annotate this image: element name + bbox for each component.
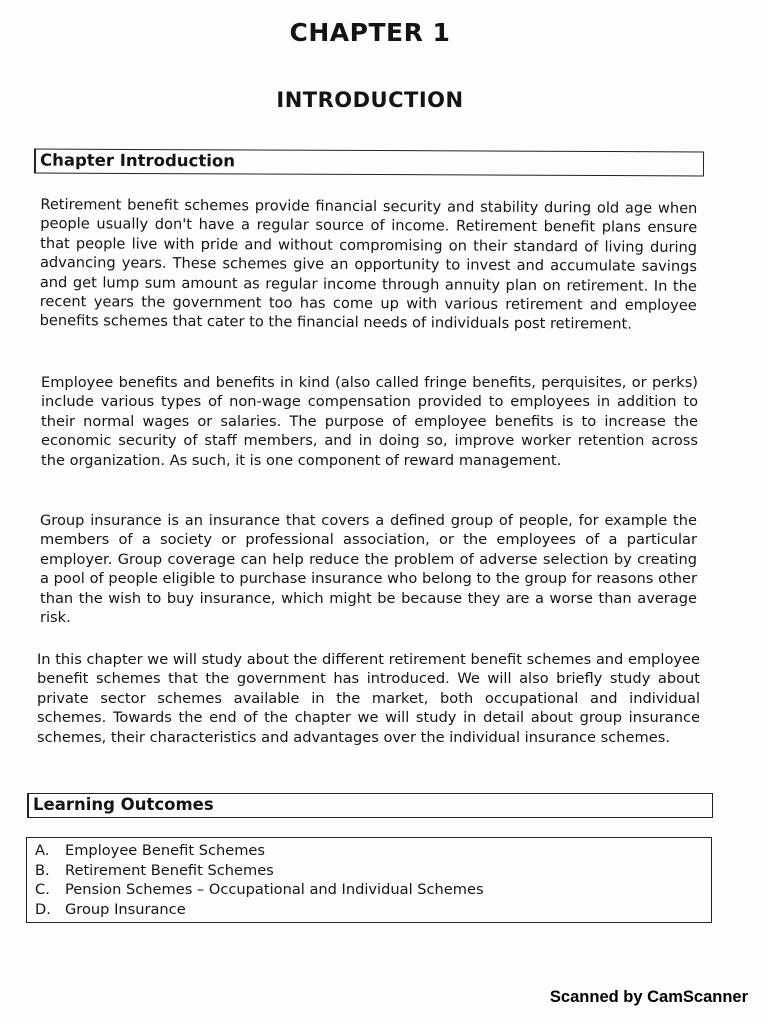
learning-outcomes-list [26, 837, 712, 923]
intro-paragraph-chapter-overview: In this chapter we will study about the different retirement benefit schemes and employee benefit schemes that the government has introduced. We will also briefly study about private sector schemes available in the market, both occupational and individual schemes. Towards the end of the chapter we will study in detail about group insurance schemes, their characteristics and advantages over the individual insurance schemes. [37, 651, 700, 746]
list-item [35, 900, 711, 920]
chapter-label: CHAPTER 1 [289, 18, 451, 47]
list-item-letter: B. [35, 861, 50, 879]
list-item-letter: C. [35, 881, 50, 898]
list-item [35, 861, 711, 881]
list-item-letter: D. [35, 900, 51, 918]
intro-paragraph-employee-benefits: Employee benefits and benefits in kind (also called fringe benefits, perquisites, or perks) include various types of non-wage compensation provided to employees in addition to their normal wages or salaries. The purpose of employee benefits is to increase the economic security of staff members, and in doing so, improve worker retention across the organization. As such, it is one component of reward management. [41, 374, 698, 469]
list-item-text: Pension Schemes – Occupational and Individual Schemes [65, 881, 484, 898]
intro-paragraph-retirement-benefits: Retirement benefit schemes provide financial security and stability during old age when people usually don't have a regular source of income. Retirement benefit plans ensure that people live with pride and without compromising on their standard of living during advancing years. These schemes give an opportunity to invest and accumulate savings and get lump sum amount as regular income through annuity plan on retirement. In the recent years the government too has come up with various retirement and employee benefits schemes that cater to the financial needs of individuals post retirement. [39, 195, 698, 334]
list-item [35, 841, 711, 861]
list-item-text: Employee Benefit Schemes [65, 842, 266, 859]
chapter-introduction-heading: Chapter Introduction [34, 149, 704, 177]
scanner-watermark: Scanned by CamScanner [549, 988, 748, 1006]
list-item-letter: A. [35, 842, 50, 859]
chapter-title: INTRODUCTION [276, 88, 464, 112]
learning-outcomes-heading: Learning Outcomes [27, 793, 713, 818]
list-item-text: Retirement Benefit Schemes [65, 861, 274, 879]
list-item-text: Group Insurance [65, 900, 186, 918]
intro-paragraph-group-insurance: Group insurance is an insurance that covers a defined group of people, for example the members of a society or professional association, or the employees of a particular employer. Group coverage can help reduce the problem of adverse selection by creating a pool of people eligible to purchase insurance who belong to the group for reasons other than the wish to buy insurance, which might be because they are a worse than average risk. [40, 512, 697, 627]
list-item [35, 880, 711, 900]
